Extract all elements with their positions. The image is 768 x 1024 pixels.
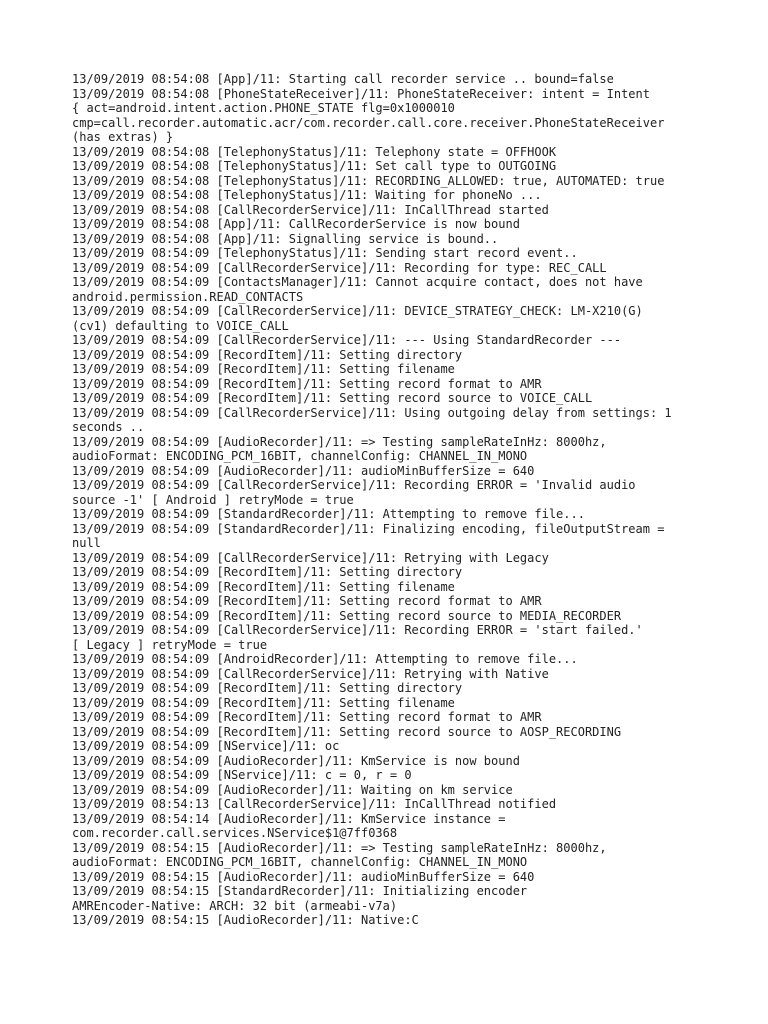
log-line: 13/09/2019 08:54:09 [RecordItem]/11: Setting record format to AMR [72,594,542,608]
log-line: android.permission.READ_CONTACTS [72,289,304,304]
log-line: audioFormat: ENCODING_PCM_16BIT, channelConfig: CHANNEL_IN_MONO [72,449,528,463]
log-line: [ Legacy ] retryMode = true [72,637,268,652]
log-line: 13/09/2019 08:54:08 [CallRecorderService]/11: InCallThread started [72,202,549,217]
log-line: 13/09/2019 08:54:09 [CallRecorderService]/11: Recording for type: REC_CALL [72,260,607,275]
log-line: 13/09/2019 08:54:09 [CallRecorderService]/11: Retrying with Legacy [72,550,549,565]
log-line: source -1' [ Android ] retryMode = true [72,492,354,507]
log-line: 13/09/2019 08:54:09 [RecordItem]/11: Setting record format to AMR [72,376,542,391]
log-line: 13/09/2019 08:54:09 [CallRecorderService]/11: Recording ERROR = 'Invalid audio [72,478,636,492]
log-line: 13/09/2019 08:54:09 [RecordItem]/11: Setting record source to VOICE_CALL [72,391,593,405]
log-line: 13/09/2019 08:54:09 [StandardRecorder]/11: Finalizing encoding, fileOutputStream = [72,521,665,536]
log-line: 13/09/2019 08:54:09 [CallRecorderService]/11: DEVICE_STRATEGY_CHECK: LM-X210(G) [72,304,643,318]
log-line: 13/09/2019 08:54:09 [RecordItem]/11: Setting directory [72,565,463,579]
log-line: 13/09/2019 08:54:09 [RecordItem]/11: Setting record format to AMR [72,710,542,724]
log-line: 13/09/2019 08:54:09 [CallRecorderService]/11: Recording ERROR = 'start failed.' [72,623,643,637]
log-line: cmp=call.recorder.automatic.acr/com.recorder.call.core.receiver.PhoneStateReceiver [72,115,665,130]
log-line: 13/09/2019 08:54:09 [CallRecorderService]/11: --- Using StandardRecorder --- [72,333,622,347]
log-line: 13/09/2019 08:54:09 [ContactsManager]/11: Cannot acquire contact, does not have [72,275,643,289]
log-line: 13/09/2019 08:54:08 [TelephonyStatus]/11: Telephony state = OFFHOOK [72,144,557,159]
log-line: { act=android.intent.action.PHONE_STATE flg=0x1000010 [72,101,455,115]
log-line: 13/09/2019 08:54:09 [AudioRecorder]/11: audioMinBufferSize = 640 [72,463,535,478]
log-line: (cv1) defaulting to VOICE_CALL [72,318,289,333]
log-line: 13/09/2019 08:54:08 [App]/11: Signalling service is bound.. [72,231,499,246]
log-line: 13/09/2019 08:54:09 [NService]/11: oc [72,739,340,753]
log-line: 13/09/2019 08:54:09 [RecordItem]/11: Setting filename [72,695,455,710]
log-line: 13/09/2019 08:54:09 [CallRecorderService]/11: Retrying with Native [72,666,549,681]
log-line: 13/09/2019 08:54:09 [AndroidRecorder]/11: Attempting to remove file... [72,652,578,666]
log-line: 13/09/2019 08:54:09 [RecordItem]/11: Setting record source to MEDIA_RECORDER [72,608,622,623]
log-line: 13/09/2019 08:54:09 [RecordItem]/11: Setting directory [72,681,463,695]
log-line: 13/09/2019 08:54:09 [AudioRecorder]/11: => Testing sampleRateInHz: 8000hz, [72,434,607,449]
log-line: 13/09/2019 08:54:08 [App]/11: CallRecorderService is now bound [72,217,520,231]
log-line: 13/09/2019 08:54:09 [CallRecorderService]/11: Using outgoing delay from settings: 1 [72,405,672,420]
log-line: null [72,536,101,550]
log-line: 13/09/2019 08:54:09 [AudioRecorder]/11: Waiting on km service [72,782,513,797]
log-line: 13/09/2019 08:54:09 [RecordItem]/11: Setting filename [72,362,455,376]
log-line: 13/09/2019 08:54:15 [AudioRecorder]/11: => Testing sampleRateInHz: 8000hz, [72,840,607,855]
log-line: 13/09/2019 08:54:15 [StandardRecorder]/11: Initializing encoder [72,884,528,898]
log-line: 13/09/2019 08:54:09 [RecordItem]/11: Setting record source to AOSP_RECORDING [72,724,622,739]
log-line: 13/09/2019 08:54:09 [RecordItem]/11: Setting directory [72,347,463,362]
log-line: com.recorder.call.services.NService$1@7ff0368 [72,826,398,840]
log-line: 13/09/2019 08:54:09 [StandardRecorder]/11: Attempting to remove file... [72,507,585,521]
log-line: 13/09/2019 08:54:08 [PhoneStateReceiver]/11: PhoneStateReceiver: intent = Intent [72,86,650,101]
log-line: 13/09/2019 08:54:14 [AudioRecorder]/11: KmService instance = [72,811,506,826]
log-line: 13/09/2019 08:54:09 [TelephonyStatus]/11: Sending start record event.. [72,246,578,260]
log-line: 13/09/2019 08:54:08 [TelephonyStatus]/11: Waiting for phoneNo ... [72,188,542,202]
log-line: 13/09/2019 08:54:09 [RecordItem]/11: Setting filename [72,579,455,594]
log-line: 13/09/2019 08:54:13 [CallRecorderService]/11: InCallThread notified [72,797,557,811]
log-document [72,72,712,928]
log-line: 13/09/2019 08:54:15 [AudioRecorder]/11: audioMinBufferSize = 640 [72,869,535,884]
log-line: 13/09/2019 08:54:09 [NService]/11: c = 0, r = 0 [72,768,412,782]
log-line: seconds .. [72,420,145,434]
log-line: 13/09/2019 08:54:08 [TelephonyStatus]/11: RECORDING_ALLOWED: true, AUTOMATED: true [72,173,665,188]
log-line: AMREncoder-Native: ARCH: 32 bit (armeabi-v7a) [72,898,398,913]
log-line: 13/09/2019 08:54:15 [AudioRecorder]/11: Native:C [72,913,419,927]
log-line: 13/09/2019 08:54:08 [TelephonyStatus]/11: Set call type to OUTGOING [72,159,557,173]
log-line: 13/09/2019 08:54:09 [AudioRecorder]/11: KmService is now bound [72,753,520,768]
log-line: (has extras) } [72,130,174,144]
log-line: 13/09/2019 08:54:08 [App]/11: Starting call recorder service .. bound=false [72,72,614,86]
log-line: audioFormat: ENCODING_PCM_16BIT, channelConfig: CHANNEL_IN_MONO [72,855,528,869]
